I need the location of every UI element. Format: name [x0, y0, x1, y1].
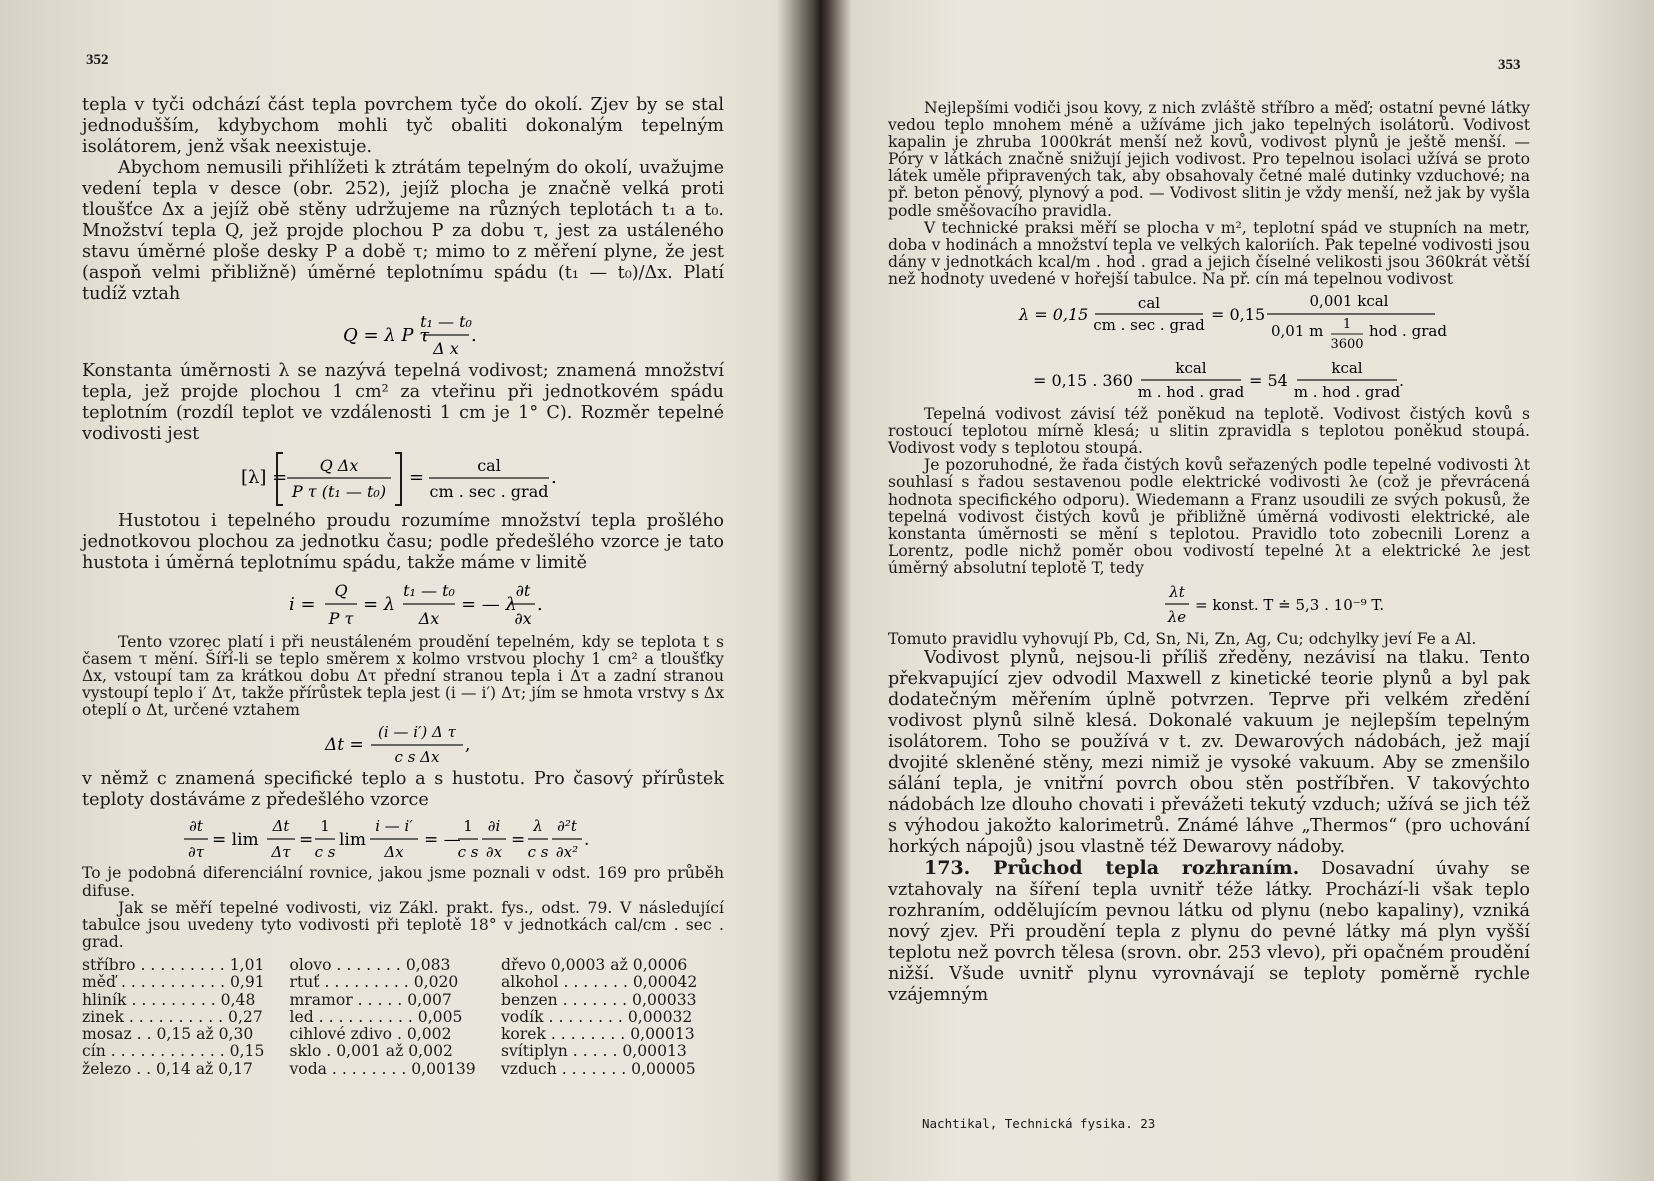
eq-denominator: Δx	[418, 609, 440, 628]
eq-numerator: 1	[463, 817, 473, 836]
equation-diffusion	[168, 813, 638, 863]
table-cell: voda . . . . . . . . 0,00139	[289, 1059, 476, 1078]
eq-lhs: λ = 0,15	[1019, 305, 1089, 325]
table-row	[82, 957, 724, 974]
table-cell: sklo . 0,001 až 0,002	[289, 1042, 453, 1061]
eq-numerator: Δt	[272, 817, 290, 836]
eq-denominator: ∂x²	[555, 843, 579, 862]
eq-numerator: 0,001 kcal	[1309, 292, 1389, 311]
eq-unit-numerator: cal	[477, 456, 501, 475]
eq-numerator: kcal	[1331, 359, 1363, 378]
equation-wiedemann-franz	[999, 579, 1419, 629]
table-row	[82, 1009, 724, 1026]
eq-numerator: ∂²t	[557, 817, 577, 836]
table-row	[82, 992, 724, 1009]
eq-numerator: ∂i	[487, 817, 501, 836]
table-cell: rtuť . . . . . . . . . 0,020	[289, 973, 459, 992]
table-cell: olovo . . . . . . . 0,083	[289, 955, 451, 974]
paragraph: Hustotou i tepelného proudu rozumíme množství tepla prošlého jednotkovou plochou za jednotku času; podle předešlého vzorce je tato hustota i úměrná teplotnímu spádu, takže máme v limitě	[82, 511, 724, 573]
section-paragraph	[888, 858, 1530, 1006]
eq-denominator: Δτ	[271, 843, 291, 862]
eq-part: = lim	[212, 830, 259, 851]
eq-denominator: ∂x	[514, 609, 532, 628]
eq-part: = —	[424, 830, 461, 851]
eq-numerator: i — i′	[375, 817, 413, 836]
table-cell: dřevo 0,0003 až 0,0006	[500, 955, 688, 974]
eq-denominator: m . hod . grad	[1293, 383, 1401, 402]
left-text-column	[82, 95, 724, 1078]
paragraph: Nejlepšími vodiči jsou kovy, z nich zvláště stříbro a měď; ostatní pevné látky vedou teplo mnohem méně a užíváme jich jako tepelných isolátorů. Vodivost kapalin je zhruba 1000krát menší než kovů, vodivost plynů je ještě menší. — Póry v látkách značně snižují jejich vodivost. Pro tepelnou isolaci užívá se proto látek uměle připravených tak, aby obsahovaly četné malé dutinky vzduchové; na př. beton pěnový, plynový a pod. — Vodivost slitin je vždy menší, než jak by vyšla podle směšovacího pravidla.	[888, 99, 1530, 220]
eq-end: .	[471, 325, 477, 346]
eq-denominator: 0,01 m	[1271, 322, 1324, 341]
paragraph: Jak se měří tepelné vodivosti, viz Zákl. prakt. fys., odst. 79. V následující tabulce jsou uvedeny tyto vodivosti při teplotě 18° v jednotkách cal/cm . sec . grad.	[82, 898, 724, 951]
paragraph: Tomuto pravidlu vyhovují Pb, Cd, Sn, Ni, Zn, Ag, Cu; odchylky jeví Fe a Al.	[888, 629, 1477, 648]
equation-tin-conductivity-kcal	[929, 358, 1489, 404]
equation-temperature-rise	[273, 721, 533, 767]
eq-denominator: Δ x	[433, 339, 459, 358]
eq-part: =	[511, 830, 526, 851]
eq-numerator: kcal	[1175, 359, 1207, 378]
eq-numerator: 1	[320, 817, 330, 836]
equation-dimension	[193, 447, 613, 509]
eq-denominator: 3600	[1330, 337, 1364, 353]
eq-end: .	[551, 467, 557, 488]
eq-numerator: Q	[334, 581, 348, 600]
paragraph: Tento vzorec platí i při neustáleném proudění tepelném, kdy se teplota t s časem τ mění. Šíří-li se teplo směrem x kolmo vrstvou plochy 1 cm² a tloušťky Δx, vstoupí tam za krátkou dobu Δτ přední stranou tepla i Δτ a zadní stranou vystoupí teplo i′ Δτ, takže přírůstek tepla jest (i — i′) Δτ; jím se hmota vrstvy s Δx oteplí o Δt, určené vztahem	[82, 633, 724, 720]
eq-denominator: 1	[1342, 317, 1352, 333]
table-cell: cín . . . . . . . . . . . . 0,15	[82, 1042, 265, 1061]
eq-numerator: ∂t	[515, 581, 531, 600]
eq-denominator: c s Δx	[394, 748, 440, 767]
eq-denominator: λe	[1167, 607, 1187, 626]
paragraph: V technické praksi měří se plocha v m², teplotní spád ve stupních na metr, doba v hodinách a množství tepla ve velkých kaloriích. Pak tepelné vodivosti jsou dány v jednotkách kcal/m . hod . grad a jejich číselné velikosti jsou 360krát větší než hodnoty uvedené v hořejší tabulce. Na př. cín má tepelnou vodivost	[888, 218, 1530, 288]
equation-heat-flow	[303, 307, 503, 359]
eq-lhs: [λ] =	[241, 467, 288, 488]
eq-lhs: Q = λ P τ	[343, 325, 430, 346]
table-row	[82, 1043, 724, 1060]
page-number: 352	[86, 52, 109, 68]
eq-denominator: P τ (t₁ — t₀)	[291, 482, 387, 501]
paragraph: Abychom nemusili přihlížeti k ztrátám tepelným do okolí, uvažujme vedení tepla v desce (obr. 252), jejíž plocha je značně velká proti tloušťce Δx a jejíž obě stěny udržujeme na různých teplotách t₁ a t₀. Množství tepla Q, jež projde plochou P za dobu τ, jest za ustáleného stavu úměrné ploše desky P a době τ; mimo to z měření plyne, že jest (aspoň velmi přibližně) úměrné teplotnímu spádu (t₁ — t₀)/Δx. Platí tudíž vztah	[82, 158, 724, 304]
equation-tin-conductivity	[929, 290, 1489, 356]
table-cell: alkohol . . . . . . . 0,00042	[500, 973, 698, 992]
table-cell: korek . . . . . . . . 0,00013	[500, 1025, 695, 1044]
eq-denominator: P τ	[328, 609, 354, 628]
eq-part: =	[299, 830, 314, 851]
eq-rhs: = konst. T ≐ 5,3 . 10⁻⁹ T.	[1195, 595, 1385, 614]
eq-end: .	[584, 830, 590, 851]
table-row	[82, 1026, 724, 1043]
table-cell: led . . . . . . . . . . 0,005	[289, 1007, 463, 1026]
table-cell: vodík . . . . . . . . 0,00032	[500, 1007, 693, 1026]
eq-lhs: Δt =	[325, 735, 364, 756]
eq-numerator: λ	[533, 817, 543, 836]
paragraph: Tepelná vodivost závisí též poněkud na teplotě. Vodivost čistých kovů s rostoucí teplotou mírně klesá; u slitin zpravidla s teplotou poněkud stoupá. Vodivost vody s teplotou stoupá.	[888, 405, 1530, 458]
table-cell: cihlové zdivo . 0,002	[289, 1025, 452, 1044]
eq-end: .	[537, 594, 543, 615]
eq-denominator: ∂τ	[187, 843, 205, 862]
eq-denominator: c s	[314, 843, 336, 862]
paragraph: tepla v tyči odchází část tepla povrchem tyče do okolí. Zjev by se stal jednodušším, kdybychom mohli tyč obaliti dokonalým tepelným isolátorem, jenž však neexistuje.	[82, 95, 724, 157]
right-text-column	[888, 100, 1530, 1006]
paragraph: v němž c znamená specifické teplo a s hustotu. Pro časový přírůstek teploty dostáváme z předešlého vzorce	[82, 769, 724, 811]
table-cell: stříbro . . . . . . . . . 1,01	[82, 955, 265, 974]
table-cell: zinek . . . . . . . . . . 0,27	[82, 1007, 263, 1026]
eq-end: .	[1399, 371, 1405, 391]
eq-part: = 54	[1249, 371, 1288, 391]
eq-numerator: (i — i′) Δ τ	[378, 723, 456, 742]
paragraph: To je podobná diferenciální rovnice, jakou jsme poznali v odst. 169 pro průběh difuse.	[82, 864, 724, 900]
eq-equals: =	[409, 467, 425, 488]
section-heading: 173. Průchod tepla rozhraním.	[924, 857, 1300, 880]
eq-numerator: cal	[1137, 294, 1161, 313]
eq-numerator: t₁ — t₀	[420, 312, 472, 331]
eq-part: = — λ	[461, 594, 517, 615]
left-page	[0, 0, 800, 1181]
equation-flux-density	[223, 576, 583, 632]
eq-denominator: c s	[527, 843, 549, 862]
eq-numerator: ∂t	[189, 817, 203, 836]
eq-part: lim	[339, 830, 366, 851]
eq-end: ,	[465, 735, 471, 756]
footer-signature: Nachtikal, Technická fysika. 23	[922, 1116, 1156, 1131]
eq-lhs: = 0,15 . 360	[1033, 371, 1133, 391]
table-cell: vzduch . . . . . . . 0,00005	[500, 1059, 696, 1078]
eq-part: = λ	[363, 594, 396, 615]
table-cell: železo . . 0,14 až 0,17	[82, 1059, 253, 1078]
table-cell: hliník . . . . . . . . . 0,48	[82, 990, 256, 1009]
table-cell: mosaz . . 0,15 až 0,30	[82, 1025, 254, 1044]
table-cell: svítiplyn . . . . . 0,00013	[500, 1042, 687, 1061]
eq-denominator: c s	[457, 843, 479, 862]
eq-numerator: Q Δx	[319, 456, 359, 475]
table-cell: mramor . . . . . 0,007	[289, 990, 452, 1009]
paragraph: Je pozoruhodné, že řada čistých kovů seřazených podle tepelné vodivosti λt souhlasí s řadou sestavenou podle elektrické vodivosti λe (což je převrácená hodnota specifického odporu). Wiedemann a Franz usoudili ze svých pokusů, že tepelná vodivost čistých kovů je přibližně úměrná vodivosti elektrické, ale konstanta úměrnosti se mění s teplotou. Pravidlo toto zobecnili Lorenz a Lorentz, podle nichž poměr obou vodivostí tepelné λt a elektrické λe jest úměrný absolutní teplotě T, tedy	[888, 456, 1530, 577]
eq-numerator: t₁ — t₀	[403, 581, 455, 600]
eq-part: = 0,15	[1211, 305, 1266, 325]
conductivity-table	[82, 957, 724, 1078]
table-cell: měď . . . . . . . . . . . 0,91	[82, 973, 265, 992]
table-row	[82, 1061, 724, 1078]
eq-numerator: λt	[1169, 582, 1185, 601]
eq-denominator: cm . sec . grad	[1093, 316, 1205, 335]
eq-denominator: m . hod . grad	[1137, 383, 1245, 402]
eq-denominator: hod . grad	[1369, 322, 1447, 341]
table-cell: benzen . . . . . . . 0,00033	[500, 990, 697, 1009]
paragraph: Konstanta úměrnosti λ se nazývá tepelná vodivost; znamená množství tepla, jež projde plochou 1 cm² za vteřinu při jednotkovém spádu teplotním (rozdíl teplot ve vzdálenosti 1 cm je 1° C). Rozměr tepelné vodivosti jest	[82, 361, 724, 444]
paragraph: Vodivost plynů, nejsou-li příliš zředěny, nezávisí na tlaku. Tento překvapující zjev odvodil Maxwell z kinetické teorie plynů a byl pak dodatečným měřením úplně potvrzen. Teprve při velkém zředění vodivost plynů silně klesá. Dokonalé vakuum je nejlepším tepelným isolátorem. Toho se používá v t. zv. Dewarových nádobách, jež mají dvojité skleněné stěny, mezi nimiž je vysoké vakuum. Aby se zmenšilo sálání tepla, je vnitřní povrch obou stěn postříbřen. V takovýchto nádobách lze dlouho chovati i převážeti tekutý vzduch; užívá se jich též s výhodou jakožto kalorimetrů. Známé láhve „Thermos“ (pro uchování horkých nápojů) jsou vlastně též Dewarovy nádoby.	[888, 648, 1530, 858]
table-row	[82, 974, 724, 991]
eq-part: i =	[289, 594, 316, 615]
page-number: 353	[1498, 57, 1521, 73]
eq-unit-denominator: cm . sec . grad	[429, 482, 549, 501]
eq-denominator: ∂x	[485, 843, 503, 862]
eq-denominator: Δx	[384, 843, 404, 862]
right-page	[800, 0, 1654, 1181]
paragraph-text: Dosavadní úvahy se vztahovaly na šíření tepla uvnitř téže látky. Prochází-li však teplo rozhraním, oddělujícím pevnou látku od plynu (nebo kapaliny), vzniká nový zjev. Při proudění tepla z plynu do pevné látky má plyn vyšší teplotu než povrch tělesa (srovn. obr. 253 vlevo), při opačném proudění nižší. Všude uvnitř plynu vyrovnávají se teploty poměrně rychle vzájemným	[888, 859, 1531, 1006]
